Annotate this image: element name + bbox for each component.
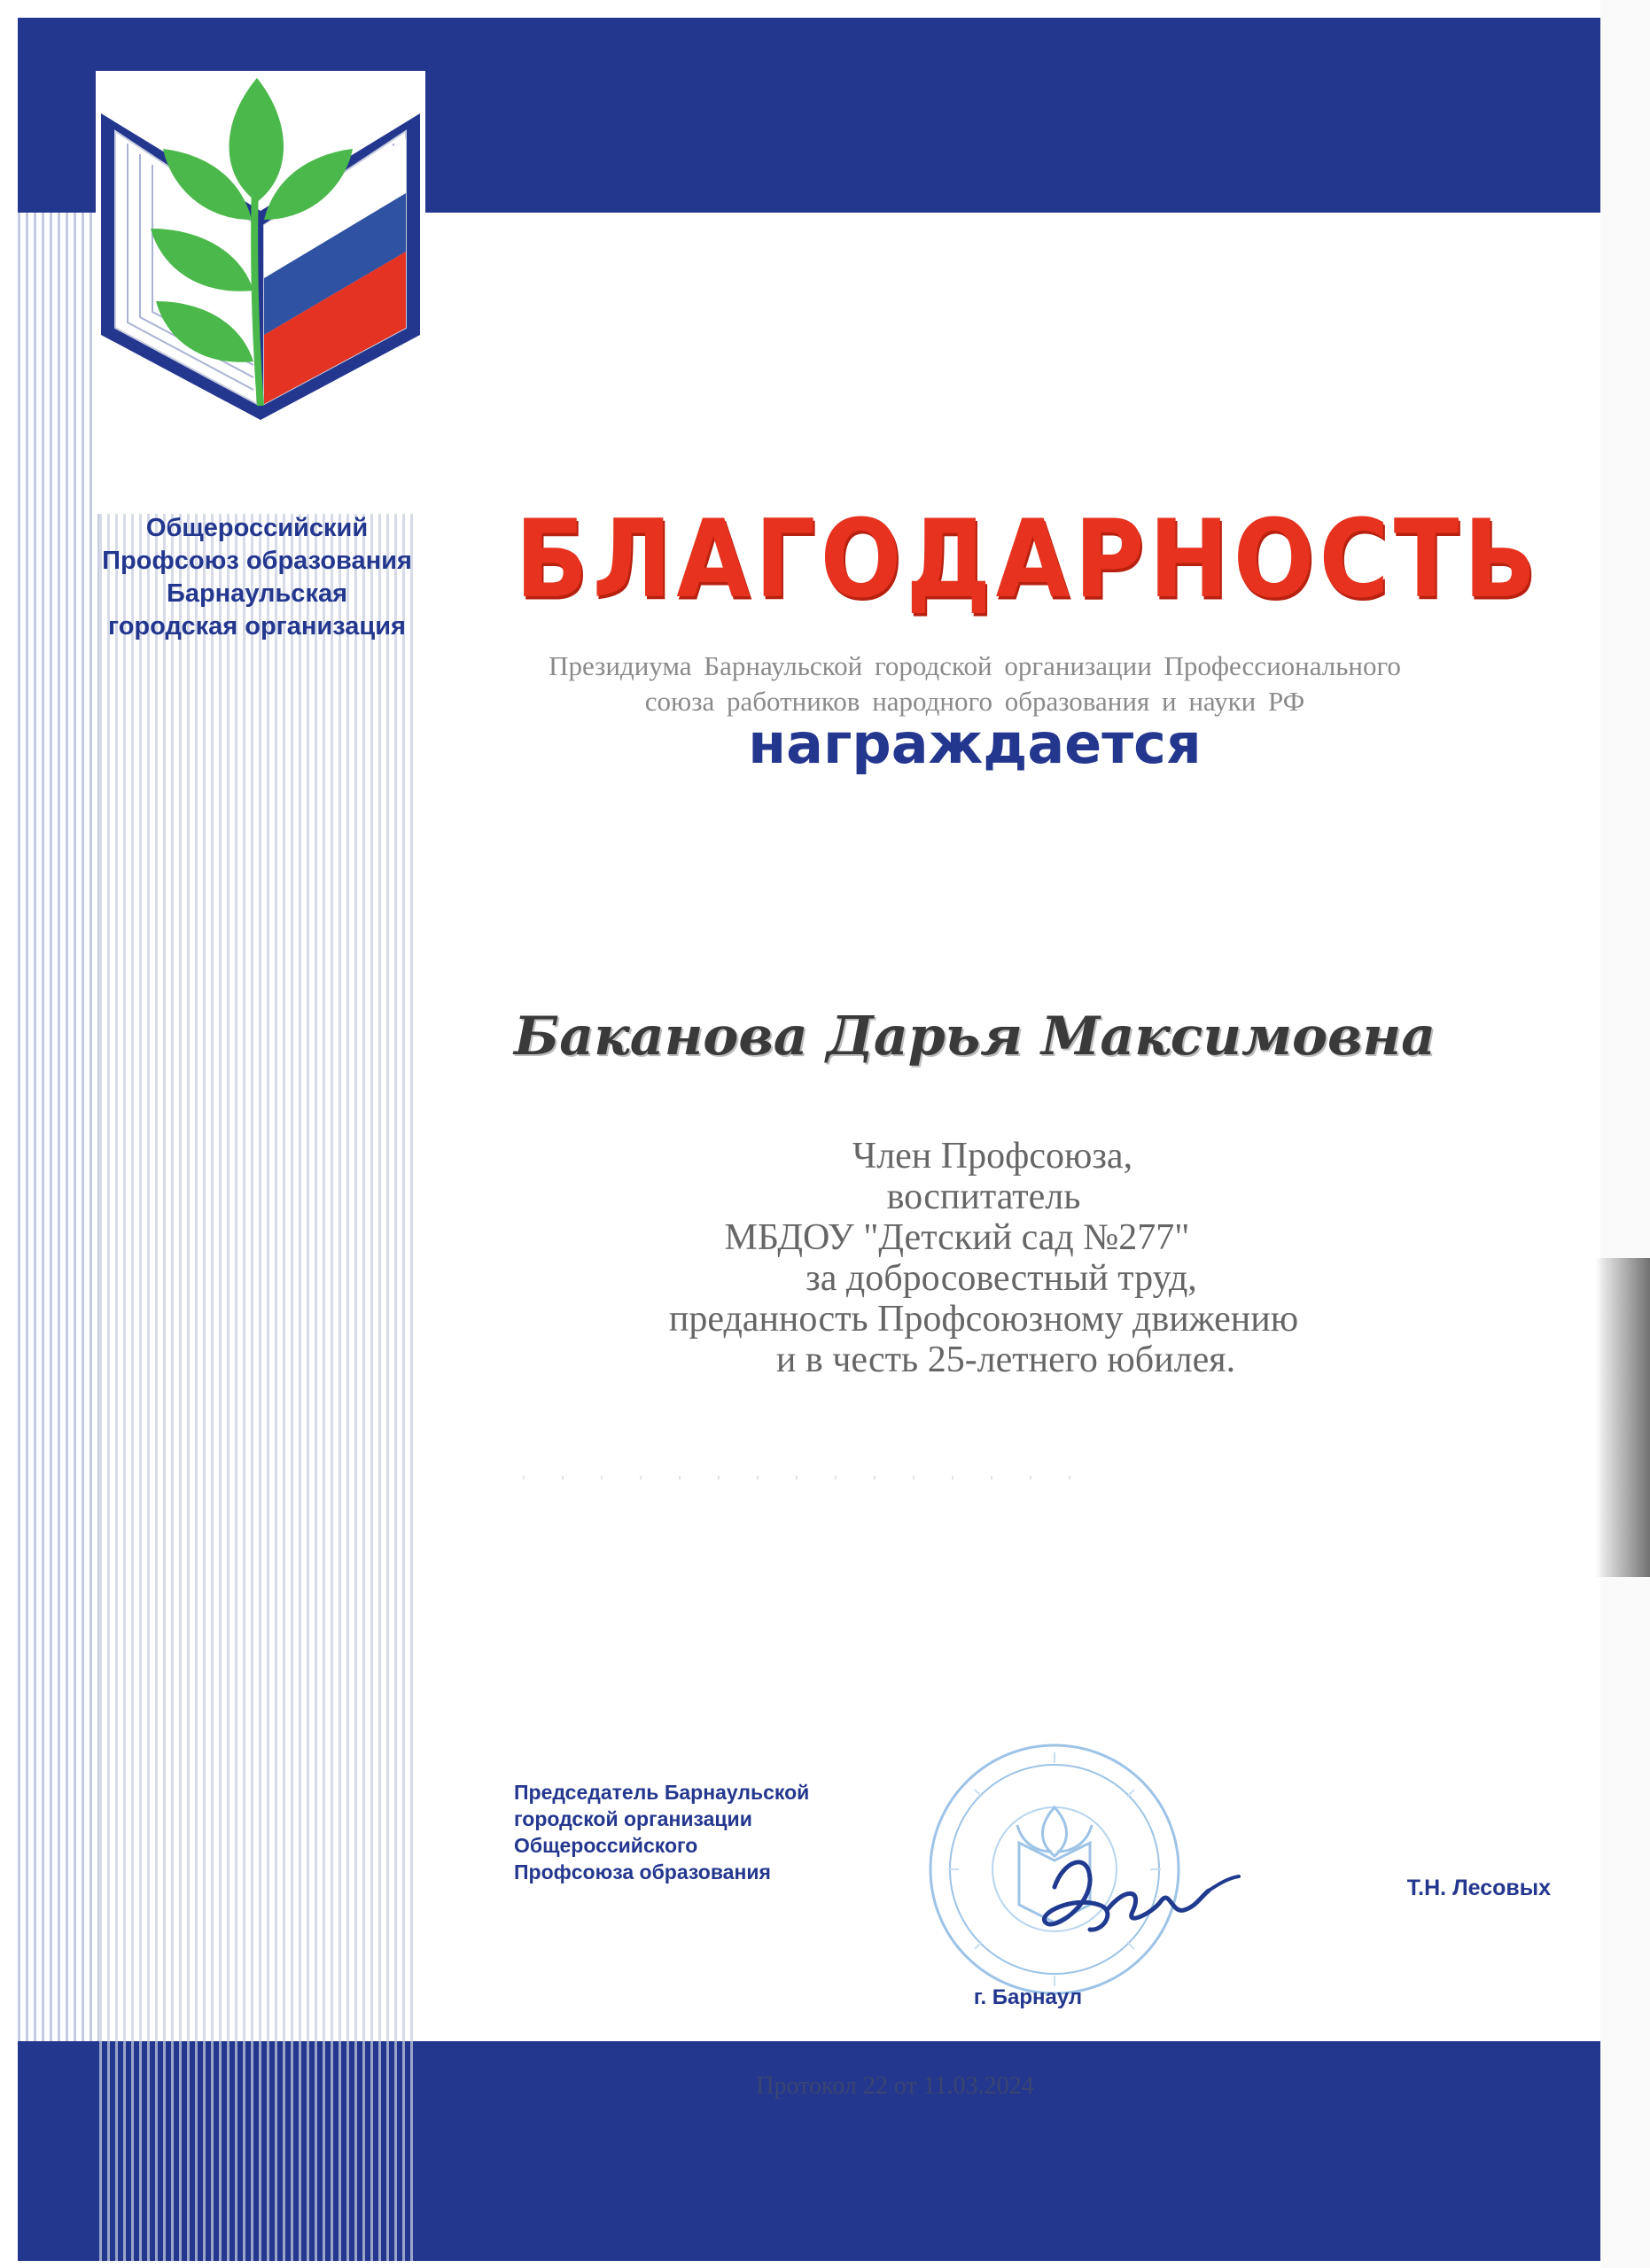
scan-edge [1600,0,1650,2268]
reason-line: и в честь 25-летнего юбилея. [775,1340,1236,1380]
organization-line: Профсоюз образования [102,547,412,575]
signer-name: Т.Н. Лесовых [1406,1876,1551,1900]
certificate-title: БЛАГОДАРНОСТЬ [515,498,1541,623]
left-striped-border [18,213,99,2041]
reason-line: Член Профсоюза, [852,1136,1133,1177]
scan-shadow [1595,1258,1650,1577]
left-striped-column-bottom [99,2041,418,2261]
handwritten-signature-icon [1019,1825,1249,1958]
reason-line: воспитатель [886,1177,1081,1217]
organization-name [89,512,425,643]
union-book-leaf-logo-icon [96,69,425,423]
organization-line: Барнаульская [166,579,348,608]
chairman-line: Профсоюза образования [514,1860,771,1884]
reason-line: преданность Профсоюзному движению [668,1299,1299,1340]
organization-line: Общероссийский [145,514,369,542]
presidium-line: союза работников народного образования и науки РФ [644,686,1305,717]
organization-line: городская организация [108,612,406,641]
chairman-line: Председатель Барнаульской [514,1781,810,1804]
protocol-line: Протокол 22 от 11.03.2024 [756,2072,1034,2100]
chairman-line: городской организации [514,1807,752,1830]
chairman-line: Общероссийского [514,1834,698,1857]
presidium-line: Президиума Барнаульской городской организации Профессионального [549,650,1401,681]
recipient-name: Баканова Дарья Максимовна [513,1006,1436,1068]
chairman-title [514,1779,886,1885]
reason-line: МБДОУ "Детский сад №277" [724,1217,1190,1258]
awarded-label: награждается [748,711,1202,776]
reason-line: за добросовестный труд, [806,1258,1197,1299]
city-label: г. Барнаул [973,1985,1083,2009]
scan-specks [523,1476,1072,1480]
award-reason [532,1136,1436,1380]
